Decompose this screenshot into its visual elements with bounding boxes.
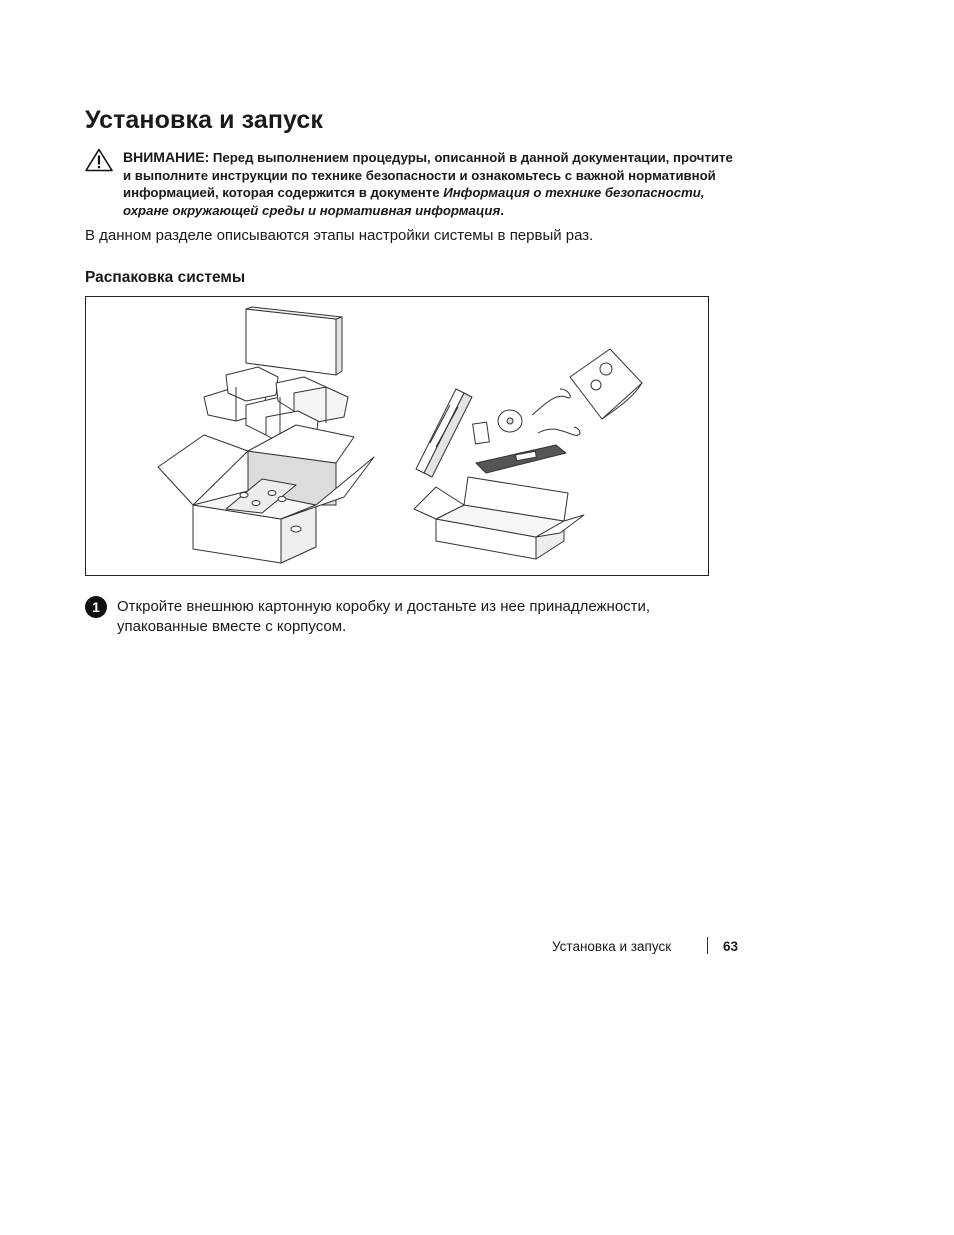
accessory-box-drawing	[414, 477, 584, 559]
outer-box-drawing	[158, 425, 374, 563]
footer-section-label: Установка и запуск	[552, 939, 672, 954]
cable-drawing	[532, 389, 570, 415]
warning-text-end: .	[500, 202, 504, 218]
footer-divider	[707, 937, 708, 954]
cd-disc-drawing	[498, 410, 522, 432]
section-title: Распаковка системы	[85, 269, 246, 286]
warning-notice	[123, 149, 743, 219]
bezel-panel-drawing	[246, 307, 342, 375]
step-text: Откройте внешнюю картонную коробку и достаньте из нее принадлежности, упакованные вместе с корпусом.	[117, 598, 651, 635]
intro-paragraph: В данном разделе описываются этапы настройки системы в первый раз.	[85, 227, 594, 244]
warning-label: ВНИМАНИЕ:	[123, 149, 210, 165]
page-title: Установка и запуск	[85, 106, 324, 134]
rack-rails-drawing	[416, 389, 472, 477]
warning-document-title: Информация о технике безопасности, охране окружающей среды и нормативная информация	[123, 185, 705, 218]
warning-triangle-icon	[85, 148, 113, 172]
documentation-envelope-drawing	[570, 349, 642, 419]
step-number-badge: 1	[85, 596, 107, 618]
small-box-drawing	[473, 422, 490, 444]
unpacking-drawing	[86, 297, 708, 575]
unpacking-illustration	[85, 296, 709, 576]
power-cord-drawing	[538, 427, 580, 435]
warning-text: Перед выполнением процедуры, описанной в данной документации, прочтите и выполните инструкции по технике безопасности и ознакомьтесь с важной нормативной информацией, которая содержится в документе	[123, 150, 733, 201]
cable-arm-drawing	[476, 445, 566, 473]
page-number: 63	[723, 939, 739, 954]
